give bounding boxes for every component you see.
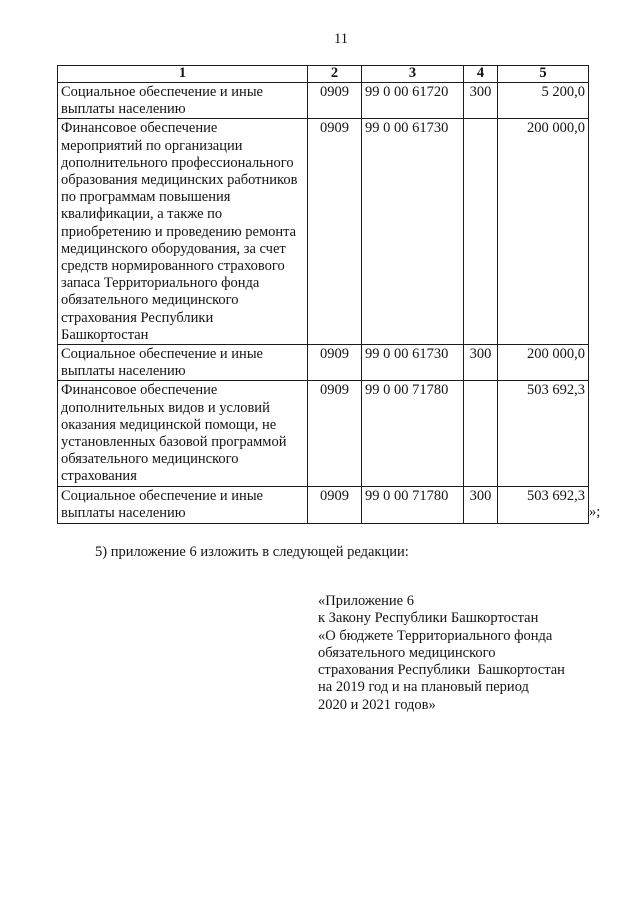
appendix-line: «Приложение 6 (318, 593, 414, 609)
appendix-line: на 2019 год и на плановый период (318, 679, 529, 696)
table-header-cell: 4 (464, 66, 498, 83)
table-row (58, 486, 589, 523)
table-cell-amount: 503 692,3 (498, 381, 589, 486)
table-cell: 99 0 00 61730 (362, 119, 464, 345)
table-cell-amount: 5 200,0 (498, 83, 589, 119)
table-row (58, 345, 589, 381)
table-row (58, 83, 589, 119)
table-header-row (58, 66, 589, 83)
table-row (58, 381, 589, 486)
appendix-line: обязательного медицинского (318, 644, 496, 661)
page-number: 11 (334, 31, 348, 47)
table-cell: 99 0 00 61730 (362, 345, 464, 381)
appendix-line: страхования Республики Башкортостан (318, 662, 565, 679)
table-cell-description: Социальное обеспечение и иные выплаты населению (58, 486, 308, 523)
table-cell-description: Социальное обеспечение и иные выплаты населению (58, 83, 308, 119)
table-cell-amount: 200 000,0 (498, 345, 589, 381)
table-cell: 0909 (308, 486, 362, 523)
table-cell: 300 (464, 83, 498, 119)
table-cell: 99 0 00 71780 (362, 381, 464, 486)
table-header-cell: 5 (498, 66, 589, 83)
table-cell-description: Финансовое обеспечение дополнительных видов и условий оказания медицинской помощи, не установленных базовой программой обязательного медицинского страхования (58, 381, 308, 486)
table-cell: 300 (464, 486, 498, 523)
table-cell: 0909 (308, 119, 362, 345)
table-cell: 99 0 00 61720 (362, 83, 464, 119)
table-cell: 0909 (308, 345, 362, 381)
table-cell: 0909 (308, 83, 362, 119)
table-cell-description: Социальное обеспечение и иные выплаты населению (58, 345, 308, 381)
table-header-cell: 1 (58, 66, 308, 83)
amendment-instruction: 5) приложение 6 изложить в следующей редакции: (95, 544, 409, 560)
appendix-line: к Закону Республики Башкортостан (318, 610, 539, 627)
table-header-cell: 3 (362, 66, 464, 83)
table-row (58, 119, 589, 345)
table-cell-description: Финансовое обеспечение мероприятий по организации дополнительного профессионального образования медицинских работников по программам повышения квалификации, а также по приобретению и проведению ремонта медицинского оборудования, за счет средств нормированного страхового запаса Территориального фонда обязательного медицинского страхования Республики Башкортостан (58, 119, 308, 345)
table-cell: 0909 (308, 381, 362, 486)
appendix-line: «О бюджете Территориального фонда (318, 627, 553, 644)
appendix-heading (318, 593, 565, 714)
table-cell-amount: 503 692,3 (498, 486, 589, 523)
closing-quote: »; (589, 504, 601, 520)
table-cell (464, 381, 498, 486)
appendix-line: 2020 и 2021 годов» (318, 696, 436, 713)
table-cell: 99 0 00 71780 (362, 486, 464, 523)
table-cell (464, 119, 498, 345)
budget-table (57, 65, 589, 524)
table-cell: 300 (464, 345, 498, 381)
table-cell-amount: 200 000,0 (498, 119, 589, 345)
table-header-cell: 2 (308, 66, 362, 83)
